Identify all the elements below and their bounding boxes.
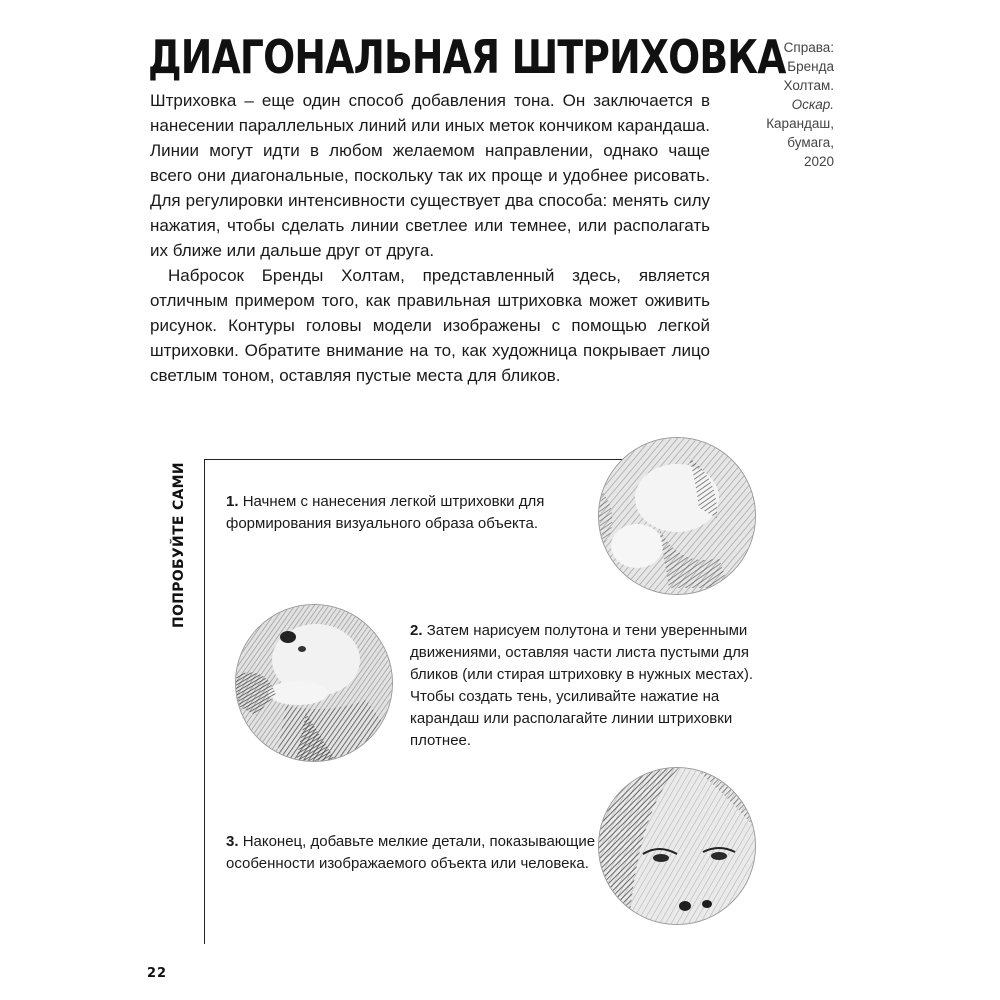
- caption-line: Холтам.: [783, 78, 834, 93]
- step-number: 1.: [226, 493, 239, 510]
- step-number: 2.: [410, 622, 423, 639]
- step-text: Наконец, добавьте мелкие детали, показывающие особенности изображаемого объекта или человека.: [226, 833, 596, 872]
- sketch-step-1-image: [598, 437, 756, 595]
- try-it-label-text: ПОПРОБУЙТЕ САМИ: [171, 462, 187, 628]
- caption-line: бумага,: [787, 135, 834, 150]
- sketch-halftones: [236, 605, 392, 761]
- step-2: [410, 620, 760, 752]
- step-text: Начнем с нанесения легкой штриховки для формирования визуального образа объекта.: [226, 493, 545, 532]
- step-number: 3.: [226, 833, 239, 850]
- sketch-light-hatching: [599, 438, 755, 594]
- caption-line: Бренда: [787, 59, 834, 74]
- step-3: [226, 831, 606, 875]
- image-caption: [766, 38, 834, 171]
- step-1: [226, 491, 556, 535]
- sketch-face-details: [599, 768, 755, 924]
- try-it-label: [171, 462, 195, 628]
- body-text: [150, 88, 710, 388]
- step-text: Затем нарисуем полутона и тени уверенными движениями, оставляя части листа пустыми для бликов (или стирая штриховку в нужных местах). Чтобы создать тень, усиливайте нажатие на карандаш или располагайте линии штриховки плотнее.: [410, 622, 754, 749]
- caption-line: Карандаш,: [766, 116, 834, 131]
- paragraph: Набросок Бренды Холтам, представленный здесь, является отличным примером того, как правильная штриховка может оживить рисунок. Контуры головы модели изображены с помощью легкой штриховки. Обратите внимание на то, как художница покрывает лицо светлым тоном, оставляя пустые места для бликов.: [150, 266, 710, 385]
- sketch-step-2-image: [235, 604, 393, 762]
- caption-year: 2020: [803, 154, 834, 169]
- page-number: 22: [147, 966, 168, 981]
- caption-line: Справа:: [783, 40, 834, 55]
- caption-artwork-title: Оскар.: [791, 97, 834, 112]
- sketch-step-3-image: [598, 767, 756, 925]
- paragraph: Штриховка – еще один способ добавления тона. Он заключается в нанесении параллельных линий или иных меток кончиком карандаша. Линии могут идти в любом желаемом направлении, однако чаще всего они диагональные, поскольку так их проще и удобнее рисовать. Для регулировки интенсивности существует два способа: менять силу нажатия, чтобы сделать линии светлее или темнее, или располагать их ближе или дальше друг от друга.: [150, 91, 710, 260]
- page-title: ДИАГОНАЛЬНАЯ ШТРИХОВКА: [148, 30, 786, 84]
